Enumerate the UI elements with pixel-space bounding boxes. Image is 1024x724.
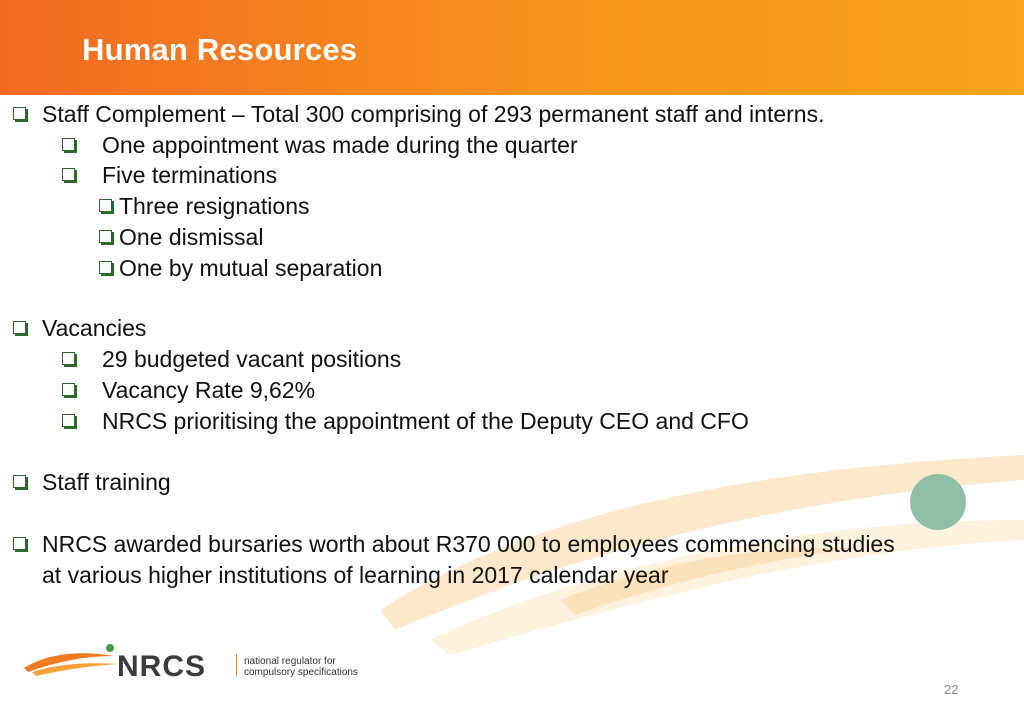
- bullet-mutual-separation: One by mutual separation: [119, 255, 383, 281]
- logo-divider: [236, 654, 237, 676]
- checkbox-bullet-icon: [62, 383, 75, 396]
- bullet-appointment: One appointment was made during the quarter: [102, 132, 578, 158]
- page-number: 22: [944, 682, 959, 697]
- bullet-bursaries-line1: NRCS awarded bursaries worth about R370 000 to employees commencing studies: [42, 531, 895, 557]
- bullet-dismissal: One dismissal: [119, 224, 264, 250]
- bullet-bursaries-line2: at various higher institutions of learning in 2017 calendar year: [42, 562, 669, 588]
- bullet-resignations: Three resignations: [119, 193, 310, 219]
- bullet-vacancy-rate: Vacancy Rate 9,62%: [102, 377, 316, 403]
- checkbox-bullet-icon: [99, 261, 112, 274]
- checkbox-bullet-icon: [13, 321, 26, 334]
- bullet-staff-training: Staff training: [42, 469, 171, 495]
- nrcs-logo: [22, 640, 362, 690]
- bullet-staff-complement: Staff Complement – Total 300 comprising of 293 permanent staff and interns.: [42, 101, 825, 127]
- slide-title: Human Resources: [82, 32, 358, 67]
- checkbox-bullet-icon: [62, 414, 75, 427]
- checkbox-bullet-icon: [99, 199, 112, 212]
- bullet-vacancies: Vacancies: [42, 315, 147, 341]
- checkbox-bullet-icon: [13, 475, 26, 488]
- checkbox-bullet-icon: [62, 168, 75, 181]
- logo-name: NRCS: [117, 650, 207, 683]
- logo-subtitle: [244, 656, 358, 678]
- bullet-terminations: Five terminations: [102, 162, 278, 188]
- logo-subtitle-line1: national regulator for: [244, 656, 336, 667]
- bullet-budgeted-positions: 29 budgeted vacant positions: [102, 346, 402, 372]
- checkbox-bullet-icon: [62, 138, 75, 151]
- logo-subtitle-line2: compulsory specifications: [244, 667, 358, 678]
- checkbox-bullet-icon: [13, 107, 26, 120]
- bullet-prioritising: NRCS prioritising the appointment of the Deputy CEO and CFO: [102, 408, 749, 434]
- checkbox-bullet-icon: [99, 230, 112, 243]
- checkbox-bullet-icon: [13, 537, 26, 550]
- checkbox-bullet-icon: [62, 352, 75, 365]
- logo-swoosh-icon: [22, 640, 132, 690]
